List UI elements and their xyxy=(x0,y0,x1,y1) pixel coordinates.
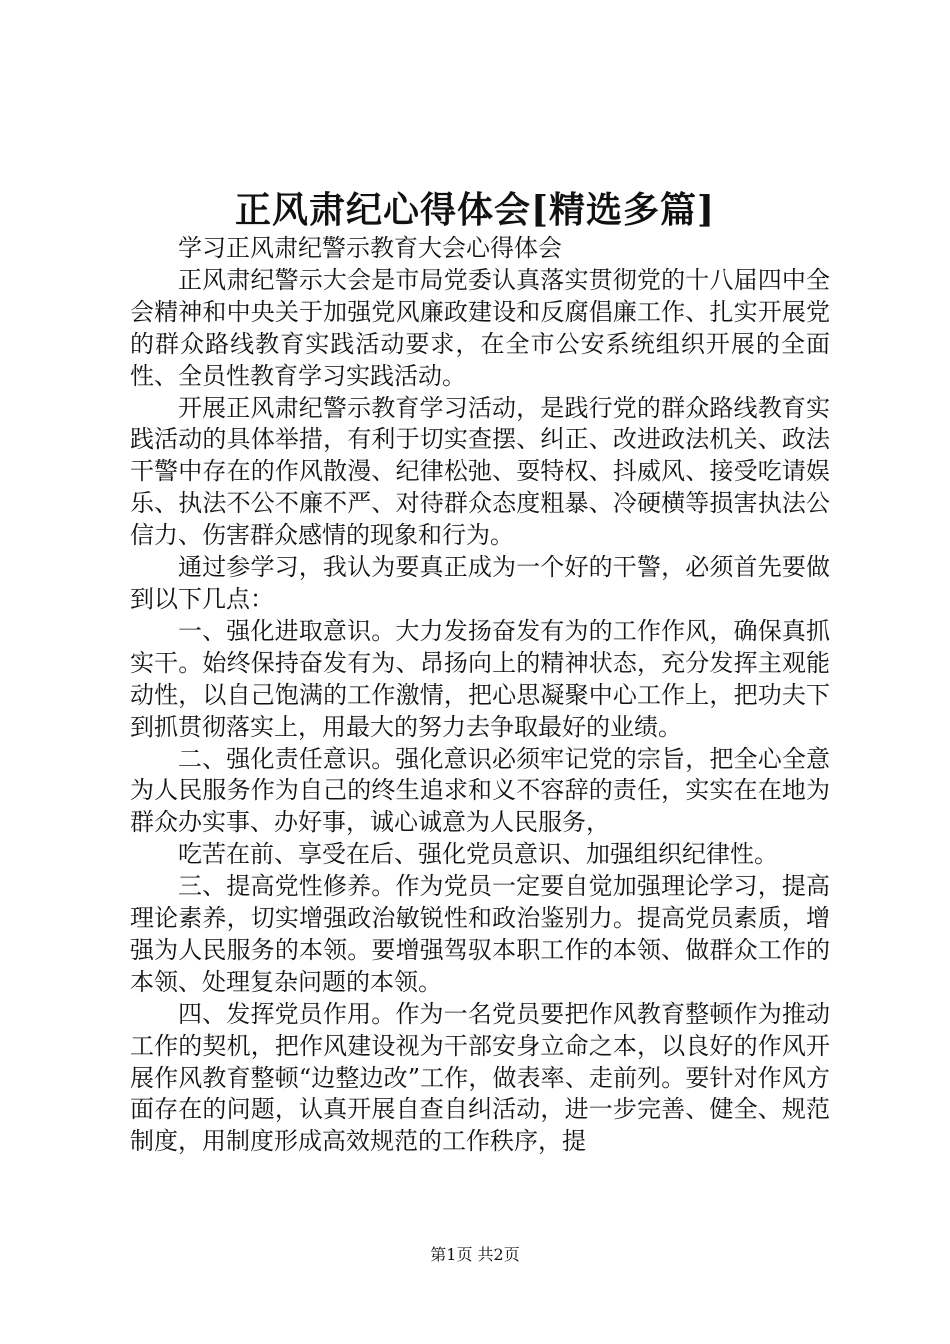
body-paragraph: 正风肃纪警示大会是市局党委认真落实贯彻党的十八届四中全会精神和中央关于加强党风廉政建设和反腐倡廉工作、扎实开展党的群众路线教育实践活动要求，在全市公安系统组织开展的全面性、全员性教育学习实践活动。 xyxy=(130,265,830,390)
document-title: 正风肃纪心得体会[精选多篇] xyxy=(234,189,716,231)
page-number-footer: 第1页 共2页 xyxy=(430,1245,520,1264)
document-body xyxy=(130,233,830,1158)
body-paragraph: 三、提高党性修养。作为党员一定要自觉加强理论学习，提高理论素养，切实增强政治敏锐性和政治鉴别力。提高党员素质，增强为人民服务的本领。要增强驾驭本职工作的本领、做群众工作的本领、处理复杂问题的本领。 xyxy=(130,872,830,996)
body-paragraph: 吃苦在前、享受在后、强化党员意识、加强组织纪律性。 xyxy=(178,840,778,869)
body-paragraph: 开展正风肃纪警示教育学习活动，是践行党的群众路线教育实践活动的具体举措，有利于切实查摆、纠正、改进政法机关、政法干警中存在的作风散漫、纪律松弛、耍特权、抖威风、接受吃请娱乐、执法不公不廉不严、对待群众态度粗暴、冷硬横等损害执法公信力、伤害群众感情的现象和行为。 xyxy=(130,393,830,550)
body-paragraph: 通过参学习，我认为要真正成为一个好的干警，必须首先要做到以下几点： xyxy=(130,553,830,613)
subtitle-paragraph: 学习正风肃纪警示教育大会心得体会 xyxy=(178,234,562,262)
body-paragraph: 二、强化责任意识。强化意识必须牢记党的宗旨，把全心全意为人民服务作为自己的终生追求和义不容辞的责任，实实在在地为群众办实事、办好事，诚心诚意为人民服务， xyxy=(130,744,830,837)
body-paragraph: 一、强化进取意识。大力发扬奋发有为的工作作风，确保真抓实干。始终保持奋发有为、昂扬向上的精神状态，充分发挥主观能动性，以自己饱满的工作激情，把心思凝聚中心工作上，把功夫下到抓贯彻落实上，用最大的努力去争取最好的业绩。 xyxy=(130,616,830,741)
body-paragraph: 四、发挥党员作用。作为一名党员要把作风教育整顿作为推动工作的契机，把作风建设视为干部安身立命之本，以良好的作风开展作风教育整顿“边整边改”工作，做表率、走前列。要针对作风方面存在的问题，认真开展自查自纠活动，进一步完善、健全、规范制度，用制度形成高效规范的工作秩序，提 xyxy=(130,999,830,1156)
